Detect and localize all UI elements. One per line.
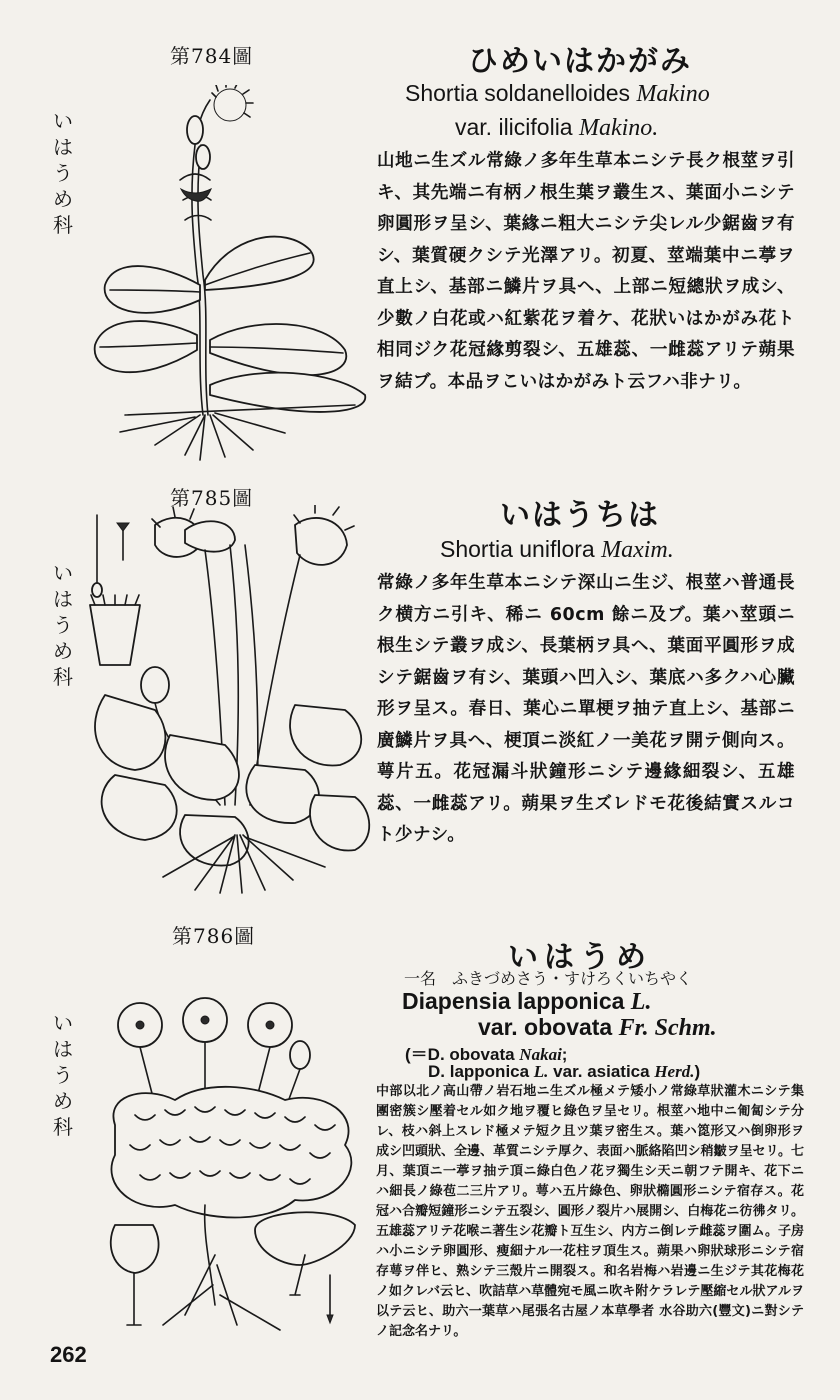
- description-785: 常綠ノ多年生草本ニシテ深山ニ生ジ、根莖ハ普通長ク横方ニ引キ、稀ニ 60cm 餘ニ及ブ。葉ハ莖頭ニ根生シテ叢ヲ成シ、長葉柄ヲ具ヘ、葉面平圓形ヲ成シテ鋸齒ヲ有シ、葉頭ハ凹入シ、葉底ハ多クハ心臟形ヲ呈ス。春日、葉心ニ單梗ヲ抽テ直上シ、基部ニ廣鱗片ヲ具ヘ、梗頂ニ淡紅ノ一美花ヲ開テ側向ス。萼片五。花冠漏斗狀鐘形ニシテ邊緣細裂シ、五雄蕊、一雌蕊アリ。蒴果ヲ生ズレドモ花後結實スルコト少ナシ。: [377, 573, 795, 845]
- scientific-name-784-line1: Shortia soldanelloides Makino: [405, 80, 710, 107]
- synonym-786-line1: (＝D. obovata Nakai;: [405, 1045, 568, 1064]
- figure-label-786: 第786圖: [172, 924, 256, 948]
- plant-illustration-784: [85, 85, 380, 465]
- description-784: 山地ニ生ズル常綠ノ多年生草本ニシテ長ク根莖ヲ引キ、其先端ニ有柄ノ根生葉ヲ叢生ス、葉面小ニシテ卵圓形ヲ呈シ、葉緣ニ粗大ニシテ尖レル少鋸齒ヲ有シ、葉質硬クシテ光澤アリ。初夏、莖端葉中ニ葶ヲ直上シ、基部ニ鱗片ヲ具ヘ、上部ニ短總狀ヲ成シ、少數ノ白花或ハ紅紫花ヲ着ケ、花狀いはかがみ花ト相同ジク花冠緣剪裂シ、五雄蕊、一雌蕊アリテ蒴果ヲ結ブ。本品ヲこいはかがみト云フハ非ナリ。: [377, 151, 795, 392]
- japanese-name-786: いはうめ: [508, 940, 652, 975]
- scientific-name-785: Shortia uniflora Maxim.: [440, 536, 674, 563]
- plant-illustration-786: [95, 995, 375, 1345]
- synonym-786-line2: D. lapponica L. var. asiatica Herd.): [428, 1062, 701, 1081]
- figure-label-785: 第785圖: [170, 486, 254, 510]
- family-label-786: い は う め 科: [53, 1011, 73, 1139]
- family-label-784: い は う め 科: [53, 109, 73, 237]
- description-786: 中部以北ノ高山帶ノ岩石地ニ生ズル極メテ矮小ノ常綠草狀灌木ニシテ集團密簇シ壓着セル如ク地ヲ覆ヒ綠色ヲ呈セリ。根莖ハ地中ニ匍匐シテ分レ、枝ハ斜上スレド極メテ短ク且ツ葉ヲ密生ス。葉ハ箆形又ハ倒卵形ヲ成シ凹頭狀、全邊、革質ニシテ厚ク、表面ハ脈絡陷凹シ稍皺ヲ呈セリ。七月、葉頂ニ一葶ヲ抽テ頂ニ綠白色ノ花ヲ獨生シ天ニ朝フテ開キ、花下ニハ細長ノ綠苞二三片アリ。萼ハ五片綠色、卵狀橢圓形ニシテ宿存ス。花冠ハ合瓣短鐘形ニシテ五裂シ、圓形ノ裂片ハ展開シ、白梅花ニ彷彿タリ。五雄蕊アリテ花喉ニ著生シ花瓣ト互生シ、内方ニ倒レテ雌蕊ヲ圍ム。子房ハ小ニシテ卵圓形、瘦細ナル一花柱ヲ頂生ス。蒴果ハ卵狀球形ニシテ宿存萼ヲ伴ヒ、熟シテ三殼片ニ開裂ス。和名岩梅ハ岩邊ニ生ジテ其花梅花ノ如クレバ云ヒ、吹詰草ハ草體宛モ風ニ吹キ附ケラレテ壓縮セル狀アルヲ以テ云ヒ、助六一葉草ハ尾張名古屋ノ本草學者 水谷助六(豐文)ニ對シテノ記念名ナリ。: [376, 1084, 804, 1339]
- scientific-name-784-line2: var. ilicifolia Makino.: [455, 114, 659, 141]
- family-label-785: い は う め 科: [53, 561, 73, 689]
- page-number: 262: [50, 1342, 87, 1367]
- alternate-name-786: 一名 ふきづめさう・すけろくいちやく: [404, 969, 693, 988]
- japanese-name-785: いはうちは: [500, 498, 660, 533]
- japanese-name-784: ひめいはかがみ: [468, 44, 692, 79]
- plant-illustration-785: [85, 505, 375, 895]
- scientific-name-786-line1: Diapensia lapponica L.: [402, 988, 652, 1015]
- scientific-name-786-line2: var. obovata Fr. Schm.: [478, 1014, 717, 1041]
- figure-label-784: 第784圖: [170, 44, 254, 68]
